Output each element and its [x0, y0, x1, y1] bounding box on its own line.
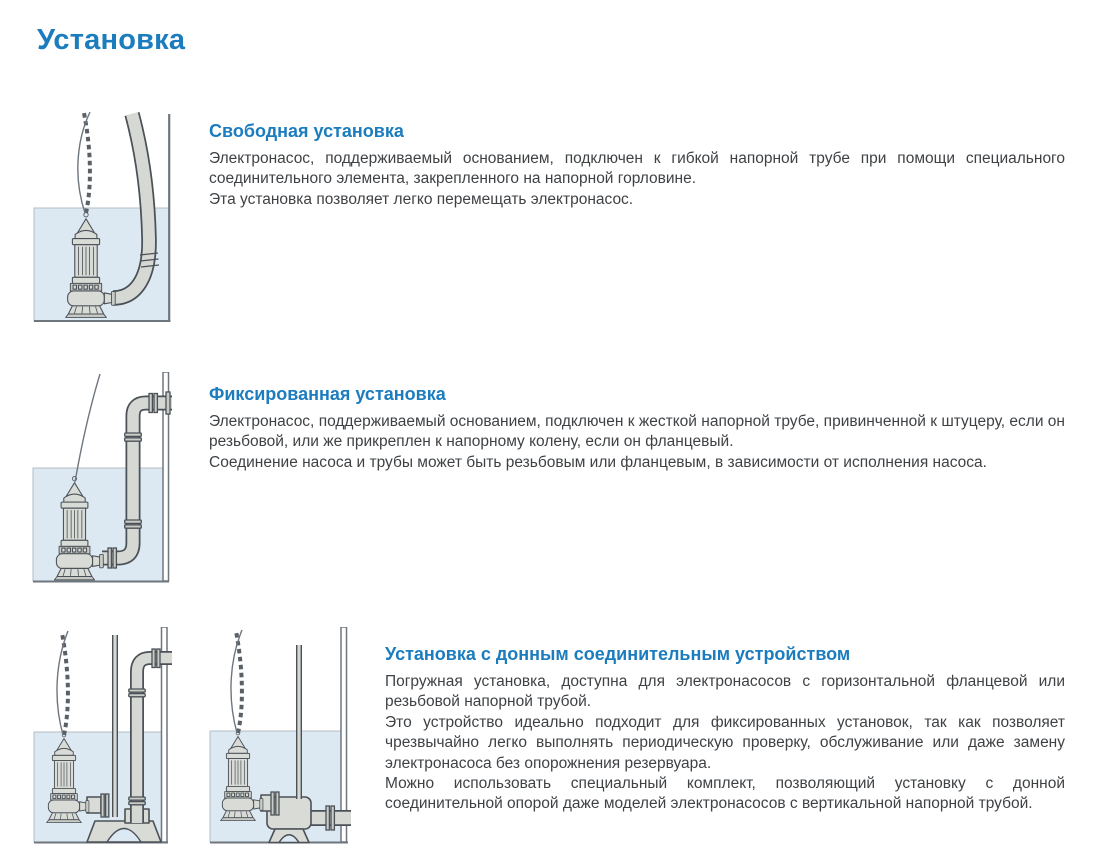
section-paragraph: Эта установка позволяет легко перемещать электронасос. [209, 190, 634, 208]
section-paragraph: Соединение насоса и трубы может быть резьбовым или фланцевым, в зависимости от исполнения насоса. [209, 453, 987, 471]
section-paragraph: Электронасос, поддерживаемый основанием, подключен к гибкой напорной трубе при помощи специального соединительного элемента, закрепленного на напорной горловине. [209, 150, 1065, 188]
power-cable [75, 374, 100, 482]
section-bottom-coupling [385, 644, 1065, 815]
coupling-flange [276, 792, 279, 815]
section-free-installation [209, 121, 1065, 210]
section-paragraph: Электронасос, поддерживаемый основанием, подключен к жесткой напорной трубе, привинченной к штуцеру, если он резьбовой, или же прикреплен к напорному колену, если он фланцевый. [209, 413, 1065, 451]
section-paragraph: Можно использовать специальный комплект, позволяющий установку с донной соединительной опорой даже моделей электронасосов с вертикальной напорной трубой. [385, 775, 1065, 813]
tank-wall [341, 627, 347, 842]
coupling-flange [271, 792, 274, 815]
section-fixed-installation [209, 384, 1065, 473]
section-paragraph: Это устройство идеально подходит для фиксированных установок, так как позволяет чрезвычайно легко выполнять периодическую проверку, обслуживание или даже замену электронасоса без опорожнения резервуара. [385, 713, 1065, 772]
figure-fixed-installation [32, 372, 173, 590]
coupling-flange [106, 794, 109, 817]
section-heading: Свободная установка [209, 121, 404, 141]
figure-free-installation [33, 107, 172, 331]
section-heading: Установка с донным соединительным устройством [385, 644, 851, 664]
figure-bottom-coupling-horizontal [209, 627, 351, 846]
figure-bottom-coupling-riser [33, 627, 172, 846]
section-paragraph: Погружная установка, доступна для электронасосов с горизонтальной фланцевой или резьбовой напорной трубой. [385, 673, 1065, 711]
section-heading: Фиксированная установка [209, 384, 446, 404]
lifting-chain [84, 113, 90, 213]
coupling-flange [101, 794, 104, 817]
page-title: Установка [37, 24, 186, 56]
